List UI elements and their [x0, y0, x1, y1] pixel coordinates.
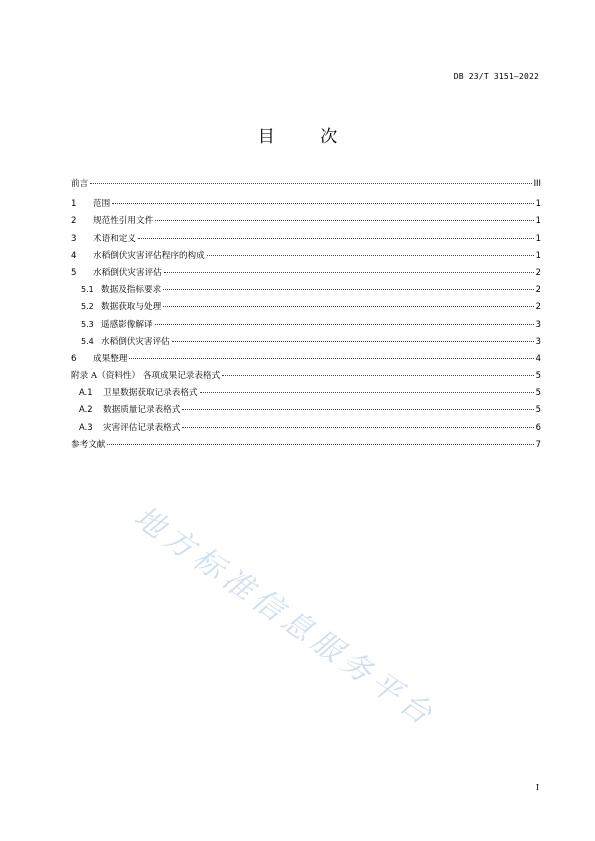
toc-entry[interactable]: [71, 438, 541, 455]
toc-entry[interactable]: [71, 214, 541, 231]
page-title: 目 次: [257, 127, 358, 147]
toc-leader-dots: [207, 255, 534, 256]
toc-entry-label: 规范性引用文件: [93, 216, 154, 227]
toc-entry[interactable]: [71, 232, 541, 249]
toc-entry-page: 2: [535, 284, 541, 295]
toc-entry[interactable]: [71, 197, 541, 214]
toc-entry[interactable]: [71, 403, 541, 420]
toc-entry-number: 4: [71, 250, 77, 261]
toc-entry-page: 3: [535, 318, 541, 329]
toc-entry-page: 1: [535, 215, 541, 226]
toc-entry[interactable]: [71, 318, 541, 335]
toc-entry[interactable]: [71, 300, 541, 317]
toc-entry-page: 5: [535, 387, 541, 398]
toc-entry-page: 2: [535, 301, 541, 312]
toc-entry[interactable]: [71, 386, 541, 403]
toc-leader-dots: [182, 409, 533, 410]
toc-leader-dots: [163, 289, 533, 290]
toc-entry-label: 附录 A（资料性） 各项成果记录表格式: [71, 371, 221, 382]
toc-entry-label: 数据及指标要求: [101, 285, 162, 296]
toc-entry-number: 5.4: [81, 336, 94, 346]
toc-entry[interactable]: [71, 249, 541, 266]
toc-entry-page: 7: [535, 438, 541, 449]
toc-entry-number: A.1: [79, 387, 93, 398]
toc-entry-label: 参考文献: [71, 439, 106, 450]
toc-entry-label: 遥感影像解译: [101, 319, 153, 330]
toc-leader-dots: [138, 238, 534, 239]
toc-entry-number: 3: [71, 233, 77, 244]
document-code: DB 23/T 3151—2022: [453, 72, 539, 81]
toc-entry-page: 1: [535, 249, 541, 260]
toc-entry-page: III: [533, 178, 541, 188]
toc-leader-dots: [90, 183, 531, 184]
toc-entry-page: 3: [535, 335, 541, 346]
toc-entry-number: 5.1: [81, 285, 94, 295]
toc-entry-number: 2: [71, 216, 77, 227]
toc-entry-number: 1: [71, 199, 77, 210]
toc-entry[interactable]: [71, 335, 541, 352]
toc-entry-page: 2: [535, 266, 541, 277]
toc-leader-dots: [129, 358, 533, 359]
toc-entry-page: 1: [535, 198, 541, 209]
toc-leader-dots: [200, 392, 534, 393]
toc-entry-label: 术语和定义: [93, 233, 136, 244]
toc-entry[interactable]: [71, 421, 541, 438]
toc-entry[interactable]: [71, 177, 541, 194]
table-of-contents: [71, 177, 541, 455]
toc-leader-dots: [107, 444, 533, 445]
toc-entry-number: 5.2: [81, 302, 94, 312]
toc-leader-dots: [222, 375, 533, 376]
toc-entry-label: 成果整理: [93, 353, 128, 364]
page-number: I: [535, 783, 539, 792]
toc-leader-dots: [163, 306, 533, 307]
toc-entry-number: 6: [71, 353, 77, 364]
toc-entry-page: 4: [535, 352, 541, 363]
toc-entry-number: 5.3: [81, 319, 94, 329]
toc-entry[interactable]: [71, 369, 541, 386]
toc-entry-label: 水稻倒伏灾害评估: [93, 267, 162, 278]
toc-leader-dots: [172, 341, 534, 342]
toc-entry-label: 水稻倒伏灾害评估: [101, 336, 170, 347]
toc-entry-page: 1: [535, 232, 541, 243]
toc-entry-number: A.3: [79, 421, 93, 432]
toc-entry[interactable]: [71, 352, 541, 369]
toc-entry-label: 前言: [71, 179, 89, 189]
toc-entry-label: 水稻倒伏灾害评估程序的构成: [93, 250, 205, 261]
toc-entry-label: 灾害评估记录表格式: [103, 422, 181, 433]
toc-entry-label: 范围: [93, 199, 111, 210]
toc-entry-page: 6: [535, 421, 541, 432]
toc-entry-label: 数据质量记录表格式: [103, 405, 181, 416]
toc-entry[interactable]: [71, 266, 541, 283]
watermark: 地方标准信息服务平台: [127, 499, 443, 735]
toc-leader-dots: [182, 427, 533, 428]
toc-entry-page: 5: [535, 370, 541, 381]
toc-entry-label: 数据获取与处理: [101, 302, 162, 313]
toc-entry[interactable]: [71, 283, 541, 300]
toc-entry-number: 5: [71, 267, 77, 278]
toc-entry-page: 5: [535, 404, 541, 415]
toc-leader-dots: [155, 220, 533, 221]
toc-leader-dots: [112, 203, 533, 204]
toc-leader-dots: [155, 324, 534, 325]
toc-entry-number: A.2: [79, 404, 93, 415]
toc-leader-dots: [164, 272, 534, 273]
toc-entry-label: 卫星数据获取记录表格式: [103, 388, 198, 399]
